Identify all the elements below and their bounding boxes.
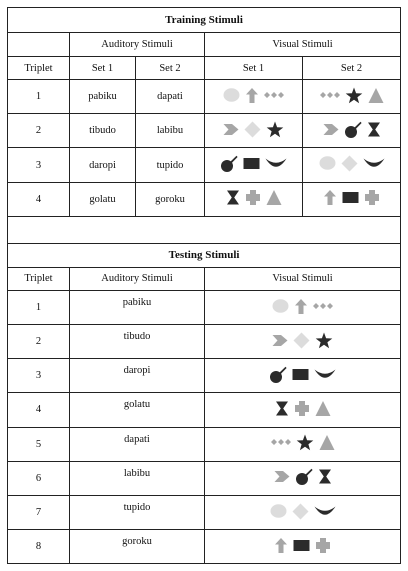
training-aud-set2-word: dapati [136, 80, 205, 114]
testing-auditory-word: tibudo [70, 325, 205, 359]
table-row [8, 529, 401, 563]
table-row [8, 114, 401, 148]
testing-visual-shapes [270, 502, 336, 520]
training-vis-set1-shapes [223, 87, 284, 105]
cross-icon [364, 189, 380, 206]
testing-title: Testing Stimuli [8, 243, 401, 267]
training-aud-set2-word: goroku [136, 182, 205, 216]
testing-auditory-word: dapati [70, 427, 205, 461]
table-row [8, 182, 401, 216]
star-icon [345, 87, 363, 104]
testing-visual [205, 529, 401, 563]
training-aud-set2-word: tupido [136, 148, 205, 182]
training-vis-set1-shapes [223, 121, 284, 139]
training-vis-set1 [205, 114, 303, 148]
training-vis-set1-header: Set 1 [205, 57, 303, 80]
rectangle-icon [293, 537, 310, 554]
diamond-icon [341, 155, 358, 172]
training-aud-set1-word: tibudo [70, 114, 136, 148]
testing-visual-shapes [272, 297, 333, 315]
table-row [8, 393, 401, 427]
star-icon [266, 121, 284, 138]
testing-auditory-word: pabiku [70, 291, 205, 325]
diamond-icon [293, 332, 310, 349]
circle-icon [223, 87, 240, 104]
testing-auditory-word: labibu [70, 461, 205, 495]
testing-visual-shapes [274, 468, 332, 486]
testing-triplet: 4 [8, 393, 70, 427]
pan-icon [295, 468, 313, 485]
testing-visual [205, 461, 401, 495]
spacer-row [8, 216, 401, 243]
training-triplet: 2 [8, 114, 70, 148]
triangle-icon [319, 434, 335, 451]
triangle-icon [315, 400, 331, 417]
crescent-icon [363, 155, 385, 172]
training-aud-set1-header: Set 1 [70, 57, 136, 80]
pan-icon [220, 155, 238, 172]
table-row [8, 427, 401, 461]
hourglass-icon [318, 468, 332, 485]
training-title: Training Stimuli [8, 8, 401, 33]
circle-icon [270, 503, 287, 520]
hourglass-icon [275, 400, 289, 417]
testing-triplet: 5 [8, 427, 70, 461]
testing-triplet: 8 [8, 529, 70, 563]
triangle-icon [266, 189, 282, 206]
training-aud-set1-word: pabiku [70, 80, 136, 114]
training-visual-header: Visual Stimuli [205, 33, 401, 57]
testing-visual [205, 393, 401, 427]
training-vis-set2 [303, 148, 401, 182]
testing-triplet-header: Triplet [8, 267, 70, 290]
chevron-icon [272, 332, 288, 349]
training-vis-set1 [205, 182, 303, 216]
crescent-icon [314, 503, 336, 520]
pan-icon [344, 121, 362, 138]
testing-triplet: 7 [8, 495, 70, 529]
training-vis-set2-shapes [323, 189, 380, 207]
testing-visual [205, 427, 401, 461]
training-aud-set1-word: golatu [70, 182, 136, 216]
chevron-icon [274, 468, 290, 485]
training-vis-set1-shapes [226, 189, 282, 207]
arrow-up-icon [323, 189, 337, 206]
pan-icon [269, 366, 287, 383]
cross-icon [245, 189, 261, 206]
diamonds-icon [264, 87, 284, 104]
training-vis-set2-header: Set 2 [303, 57, 401, 80]
table-row [8, 80, 401, 114]
testing-triplet: 2 [8, 325, 70, 359]
table-row [8, 291, 401, 325]
table-row [8, 495, 401, 529]
diamonds-icon [320, 87, 340, 104]
testing-triplet: 6 [8, 461, 70, 495]
crescent-icon [265, 155, 287, 172]
training-vis-set1-shapes [220, 155, 287, 173]
testing-triplet: 3 [8, 359, 70, 393]
circle-icon [319, 155, 336, 172]
chevron-icon [323, 121, 339, 138]
table-row [8, 325, 401, 359]
testing-visual-header: Visual Stimuli [205, 267, 401, 290]
diamond-icon [244, 121, 261, 138]
star-icon [315, 332, 333, 349]
table-row [8, 461, 401, 495]
training-vis-set2-shapes [323, 121, 381, 139]
testing-auditory-word: goroku [70, 529, 205, 563]
table-row [8, 148, 401, 182]
triangle-icon [368, 87, 384, 104]
testing-visual-shapes [269, 366, 336, 384]
training-vis-set2 [303, 114, 401, 148]
testing-visual [205, 325, 401, 359]
cross-icon [294, 400, 310, 417]
testing-visual [205, 291, 401, 325]
circle-icon [272, 298, 289, 315]
training-aud-set1-word: daropi [70, 148, 136, 182]
testing-visual [205, 359, 401, 393]
table-row [8, 359, 401, 393]
diamond-icon [292, 503, 309, 520]
stimuli-table [7, 7, 401, 564]
testing-triplet: 1 [8, 291, 70, 325]
testing-auditory-word: tupido [70, 495, 205, 529]
testing-visual-shapes [271, 434, 335, 452]
training-aud-set2-header: Set 2 [136, 57, 205, 80]
diamonds-icon [313, 298, 333, 315]
arrow-up-icon [294, 298, 308, 315]
training-triplet-header: Triplet [8, 57, 70, 80]
training-vis-set2 [303, 80, 401, 114]
diamonds-icon [271, 434, 291, 451]
rectangle-icon [243, 155, 260, 172]
rectangle-icon [292, 366, 309, 383]
training-triplet: 4 [8, 182, 70, 216]
header-blank [8, 33, 70, 57]
arrow-up-icon [274, 537, 288, 554]
hourglass-icon [367, 121, 381, 138]
testing-auditory-word: daropi [70, 359, 205, 393]
testing-visual-shapes [274, 536, 331, 554]
training-vis-set2-shapes [320, 87, 384, 105]
testing-visual-shapes [272, 331, 333, 349]
rectangle-icon [342, 189, 359, 206]
testing-auditory-header: Auditory Stimuli [70, 267, 205, 290]
chevron-icon [223, 121, 239, 138]
training-vis-set2 [303, 182, 401, 216]
star-icon [296, 434, 314, 451]
training-vis-set2-shapes [319, 155, 385, 173]
training-triplet: 1 [8, 80, 70, 114]
cross-icon [315, 537, 331, 554]
crescent-icon [314, 366, 336, 383]
arrow-up-icon [245, 87, 259, 104]
testing-visual [205, 495, 401, 529]
training-aud-set2-word: labibu [136, 114, 205, 148]
testing-auditory-word: golatu [70, 393, 205, 427]
hourglass-icon [226, 189, 240, 206]
training-vis-set1 [205, 148, 303, 182]
training-triplet: 3 [8, 148, 70, 182]
training-auditory-header: Auditory Stimuli [70, 33, 205, 57]
testing-visual-shapes [275, 400, 331, 418]
training-vis-set1 [205, 80, 303, 114]
